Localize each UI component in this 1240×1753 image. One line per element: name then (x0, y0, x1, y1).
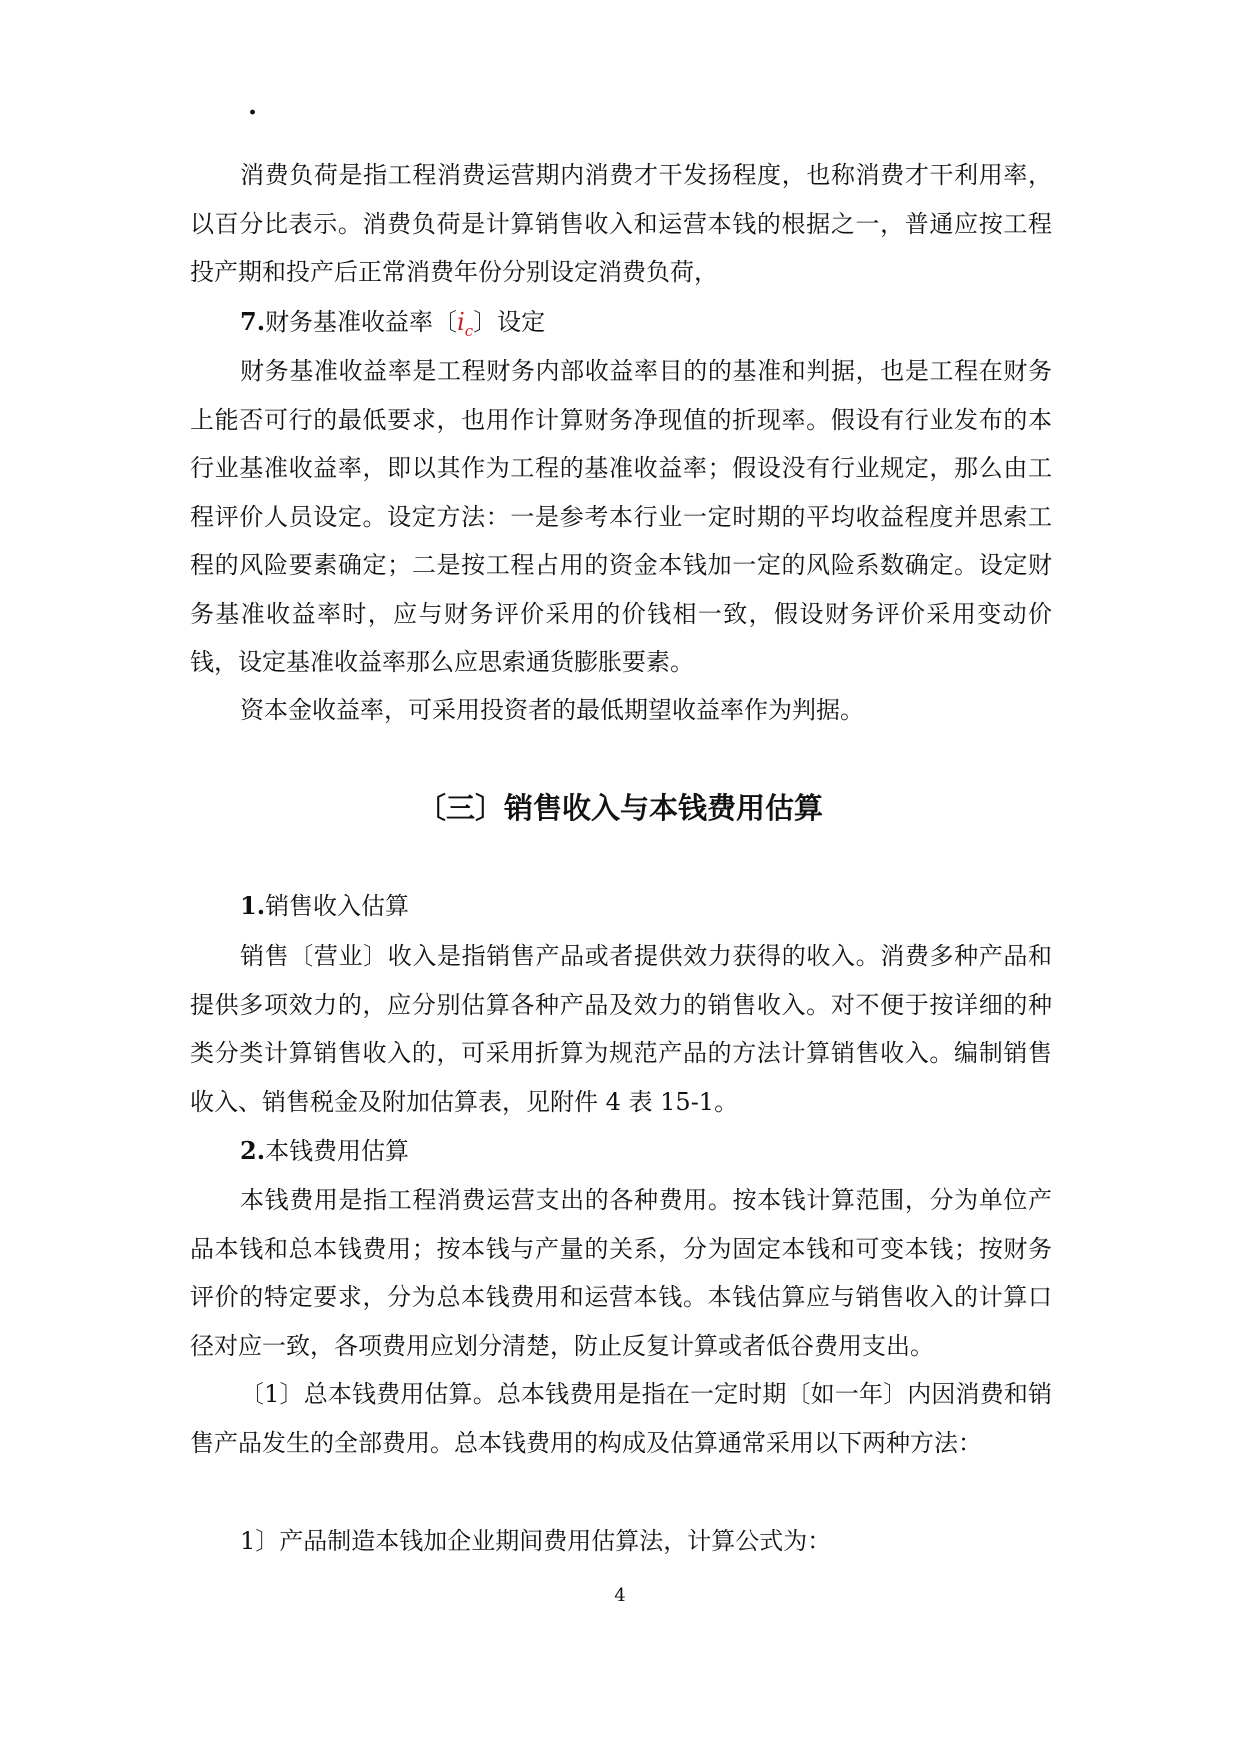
paragraph-sales-revenue: 销售〔营业〕收入是指销售产品或者提供效力获得的收入。消费多种产品和提供多项效力的，应分别估算各种产品及效力的销售收入。对不便于按详细的种类分类计算销售收入的，可采用折算为规范产品的方法计算销售收入。编制销售收入、销售税金及附加估算表，见附件 4 表 15-1。 (190, 942, 1052, 1116)
paragraph-benchmark-rate: 财务基准收益率是工程财务内部收益率目的的基准和判据，也是工程在财务上能否可行的最低要求，也用作计算财务净现值的折现率。假设有行业发布的本行业基准收益率，即以其作为工程的基准收益率；假设没有行业规定，那么由工程评价人员设定。设定方法：一是参考本行业一定时期的平均收益程度并思索工程的风险要素确定；二是按工程占用的资金本钱加一定的风险系数确定。设定财务基准收益率时，应与财务评价采用的价钱相一致，假设财务评价采用变动价钱，设定基准收益率那么应思索通货膨胀要素。 (190, 357, 1052, 676)
page-number: 4 (614, 1585, 626, 1606)
ic-symbol (457, 308, 474, 340)
subheading-number: 1. (240, 891, 266, 920)
ic-symbol-main: i (457, 308, 465, 336)
ic-symbol-sub: c (464, 321, 474, 340)
paragraph-capital-return: 资本金收益率，可采用投资者的最低期望收益率作为判据。 (240, 696, 864, 724)
heading-number: 7. (240, 307, 266, 336)
subheading-text: 本钱费用估算 (265, 1137, 410, 1165)
header-dot: · (248, 98, 258, 128)
subheading-number: 2. (240, 1136, 266, 1165)
paragraph-production-load: 消费负荷是指工程消费运营期内消费才干发扬程度，也称消费才干利用率，以百分比表示。消费负荷是计算销售收入和运营本钱的根据之一，普通应按工程投产期和投产后正常消费年份分别设定消费负荷， (190, 161, 1052, 286)
paragraph-cost-estimate: 本钱费用是指工程消费运营支出的各种费用。按本钱计算范围，分为单位产品本钱和总本钱费用；按本钱与产量的关系，分为固定本钱和可变本钱；按财务评价的特定要求，分为总本钱费用和运营本钱。本钱估算应与销售收入的计算口径对应一致，各项费用应划分清楚，防止反复计算或者低谷费用支出。 (190, 1186, 1052, 1360)
subheading-cost-estimate (240, 1127, 409, 1175)
section-title: 〔三〕销售收入与本钱费用估算 (416, 791, 823, 825)
subheading-sales-revenue (240, 882, 409, 930)
heading-text-after: 〕设定 (473, 308, 546, 336)
subheading-text: 销售收入估算 (265, 892, 410, 920)
heading-text-before: 财务基准收益率〔 (265, 308, 458, 336)
paragraph-total-cost: 〔1〕总本钱费用估算。总本钱费用是指在一定时期〔如一年〕内因消费和销售产品发生的全部费用。总本钱费用的构成及估算通常采用以下两种方法： (190, 1380, 1052, 1457)
paragraph-method-1: 1〕产品制造本钱加企业期间费用估算法，计算公式为： (240, 1527, 832, 1555)
